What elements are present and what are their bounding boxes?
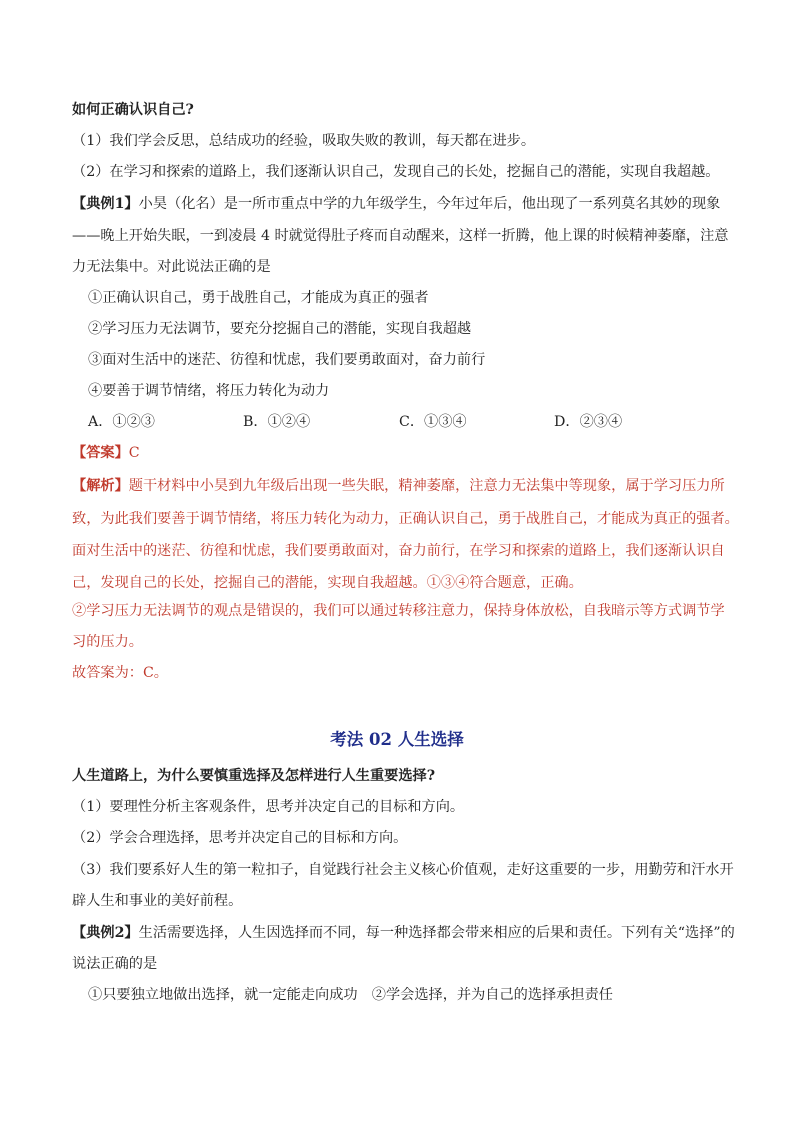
analysis-line-4: 己，发现自己的长处，挖掘自己的潜能，实现自我超越。①③④符合题意，正确。 (72, 575, 583, 591)
statement-2: ②学习压力无法调节，要充分挖掘自己的潜能，实现自我超越 (88, 321, 472, 337)
question-heading: 如何正确认识自己? (72, 102, 194, 118)
statement-2-1: ①只要独立地做出选择，就一定能走向成功 ②学会选择，并为自己的选择承担责任 (88, 987, 613, 1003)
point-2-2: （2）学会合理选择，思考并决定自己的目标和方向。 (72, 830, 408, 846)
option-c: C．①③④ (399, 414, 467, 430)
answer-line (72, 443, 140, 463)
analysis-line-1 (72, 476, 725, 496)
example-2-line-2: 说法正确的是 (72, 956, 158, 972)
point-1: （1）我们学会反思，总结成功的经验，吸取失败的教训，每天都在进步。 (72, 133, 536, 149)
statement-3: ③面对生活中的迷茫、彷徨和忧虑，我们要勇敢面对，奋力前行 (88, 352, 486, 368)
option-d: D．②③④ (554, 414, 623, 430)
analysis-line-3: 面对生活中的迷茫、彷徨和忧虑，我们要勇敢面对，奋力前行，在学习和探索的道路上，我们逐渐认识自 (72, 543, 725, 559)
analysis-text: 题干材料中小昊到九年级后出现一些失眠，精神萎靡，注意力无法集中等现象，属于学习压力所 (128, 478, 725, 494)
question-heading-2: 人生道路上，为什么要慎重选择及怎样进行人生重要选择? (72, 768, 436, 784)
analysis-tag: 【解析】 (72, 478, 129, 494)
analysis-line-2: 致，为此我们要善于调节情绪，将压力转化为动力，正确认识自己，勇于战胜自己，才能成为真正的强者。 (72, 511, 739, 527)
section-heading: 考法 02 人生选择 (330, 730, 464, 749)
example-1-line-1 (72, 194, 720, 214)
analysis-line-6: 习的压力。 (72, 634, 143, 650)
example-1-text: 小昊（化名）是一所市重点中学的九年级学生，今年过年后，他出现了一系列莫名其妙的现象 (138, 196, 721, 212)
option-a: A．①②③ (88, 414, 155, 430)
example-1-tag: 【典例1】 (72, 196, 139, 212)
example-2-tag: 【典例2】 (72, 925, 139, 941)
statement-1: ①正确认识自己，勇于战胜自己，才能成为真正的强者 (88, 290, 429, 306)
point-2-3: （3）我们要系好人生的第一粒扣子，自觉践行社会主义核心价值观，走好这重要的一步，用勤劳和汗水开 (72, 862, 734, 878)
example-2-line-1 (72, 923, 735, 943)
example-1-line-2: ——晚上开始失眠，一到凌晨 4 时就觉得肚子疼而自动醒来，这样一折腾，他上课的时候精神萎靡，注意 (72, 228, 729, 244)
point-2: （2）在学习和探索的道路上，我们逐渐认识自己，发现自己的长处，挖掘自己的潜能，实现自我超越。 (72, 164, 720, 180)
example-1-line-3: 力无法集中。对此说法正确的是 (72, 259, 271, 275)
analysis-line-5: ②学习压力无法调节的观点是错误的，我们可以通过转移注意力，保持身体放松，自我暗示等方式调节学 (72, 603, 725, 619)
point-2-1: （1）要理性分析主客观条件，思考并决定自己的目标和方向。 (72, 799, 465, 815)
example-2-text: 生活需要选择，人生因选择而不同，每一种选择都会带来相应的后果和责任。下列有关“选择”的 (138, 925, 735, 941)
answer-tag: 【答案】 (72, 445, 129, 461)
statement-4: ④要善于调节情绪，将压力转化为动力 (88, 383, 330, 399)
answer-value: C (128, 445, 140, 461)
point-2-4: 辟人生和事业的美好前程。 (72, 893, 243, 909)
conclusion: 故答案为：C。 (72, 665, 168, 681)
option-b: B．①②④ (243, 414, 311, 430)
